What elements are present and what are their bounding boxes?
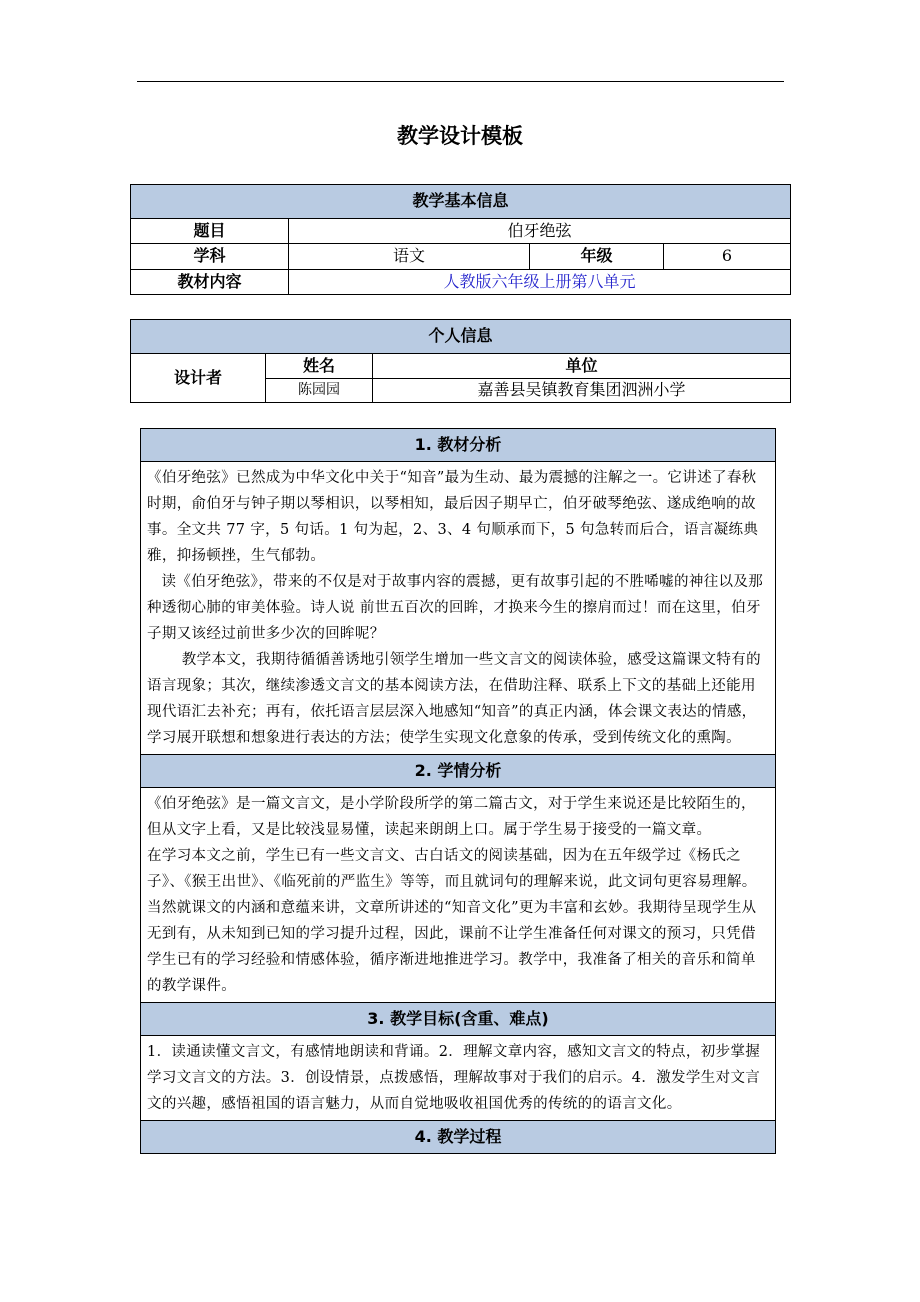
personal-info-table (130, 319, 791, 403)
grade-label: 年级 (530, 244, 664, 270)
topic-value: 伯牙绝弦 (289, 219, 791, 244)
paragraph: 读《伯牙绝弦》，带来的不仅是对于故事内容的震撼，更有故事引起的不胜唏嘘的神往以及那种透彻心肺的审美体验。诗人说 前世五百次的回眸，才换来今生的擦肩而过！而在这里，伯牙子期又该经过前世多少次的回眸呢？ (147, 574, 764, 642)
topic-label: 题目 (131, 219, 289, 244)
section-body-teaching-objectives (141, 1036, 776, 1121)
name-value: 陈园园 (266, 379, 373, 403)
material-label: 教材内容 (131, 270, 289, 295)
design-sections-table (140, 428, 776, 1154)
section-title-learner-analysis: 2. 学情分析 (141, 755, 776, 788)
subject-label: 学科 (131, 244, 289, 270)
section-title-teaching-process: 4. 教学过程 (141, 1121, 776, 1154)
subject-value: 语文 (289, 244, 530, 270)
section-body-material-analysis (141, 462, 776, 755)
section-body-learner-analysis (141, 788, 776, 1003)
basic-info-table (130, 184, 791, 295)
paragraph: 教学本文，我期待循循善诱地引领学生增加一些文言文的阅读体验，感受这篇课文特有的语言现象；其次，继续渗透文言文的基本阅读方法，在借助注释、联系上下文的基础上还能用现代语汇去补充；再有，依托语言层层深入地感知“知音”的真正内涵，体会课文表达的情感，学习展开联想和想象进行表达的方法；使学生实现文化意象的传承，受到传统文化的熏陶。 (147, 652, 761, 746)
paragraph: 《伯牙绝弦》是一篇文言文，是小学阶段所学的第二篇古文，对于学生来说还是比较陌生的，但从文字上看，又是比较浅显易懂，读起来朗朗上口。属于学生易于接受的一篇文章。 (147, 796, 756, 838)
page-title: 教学设计模板 (397, 124, 523, 148)
section-title-material-analysis: 1. 教材分析 (141, 429, 776, 462)
material-value: 人教版六年级上册第八单元 (289, 270, 791, 295)
personal-info-header: 个人信息 (131, 320, 791, 354)
top-rule (137, 81, 784, 82)
paragraph: 在学习本文之前，学生已有一些文言文、古白话文的阅读基础，因为在五年级学过《杨氏之子》、《猴王出世》、《临死前的严监生》等等，而且就词句的理解来说，此文词句更容易理解。当然就课文的内涵和意蕴来讲，文章所讲述的“知音文化”更为丰富和玄妙。我期待呈现学生从无到有，从未知到已知的学习提升过程，因此，课前不让学生准备任何对课文的预习，只凭借学生已有的学习经验和情感体验，循序渐进地推进学习。教学中，我准备了相关的音乐和简单的教学课件。 (147, 848, 757, 994)
grade-value: 6 (664, 244, 791, 270)
section-title-teaching-objectives: 3. 教学目标(含重、难点) (141, 1003, 776, 1036)
name-label: 姓名 (266, 354, 373, 379)
unit-value: 嘉善县吴镇教育集团泗洲小学 (373, 379, 791, 403)
paragraph: 《伯牙绝弦》已然成为中华文化中关于“知音”最为生动、最为震撼的注解之一。它讲述了春秋时期，俞伯牙与钟子期以琴相识，以琴相知，最后因子期早亡，伯牙破琴绝弦、遂成绝响的故事。全文共 77 字，5 句话。1 句为起，2、3、4 句顺承而下，5 句急转而后合，语言凝练典雅，抑扬顿挫，生气郁勃。 (147, 470, 759, 564)
unit-label: 单位 (373, 354, 791, 379)
basic-info-header: 教学基本信息 (131, 185, 791, 219)
designer-label: 设计者 (131, 354, 266, 403)
paragraph: 1．读通读懂文言文，有感情地朗读和背诵。2．理解文章内容，感知文言文的特点，初步掌握学习文言文的方法。3．创设情景，点拨感悟，理解故事对于我们的启示。4．激发学生对文言文的兴趣，感悟祖国的语言魅力，从而自觉地吸收祖国优秀的传统的的语言文化。 (147, 1044, 761, 1112)
